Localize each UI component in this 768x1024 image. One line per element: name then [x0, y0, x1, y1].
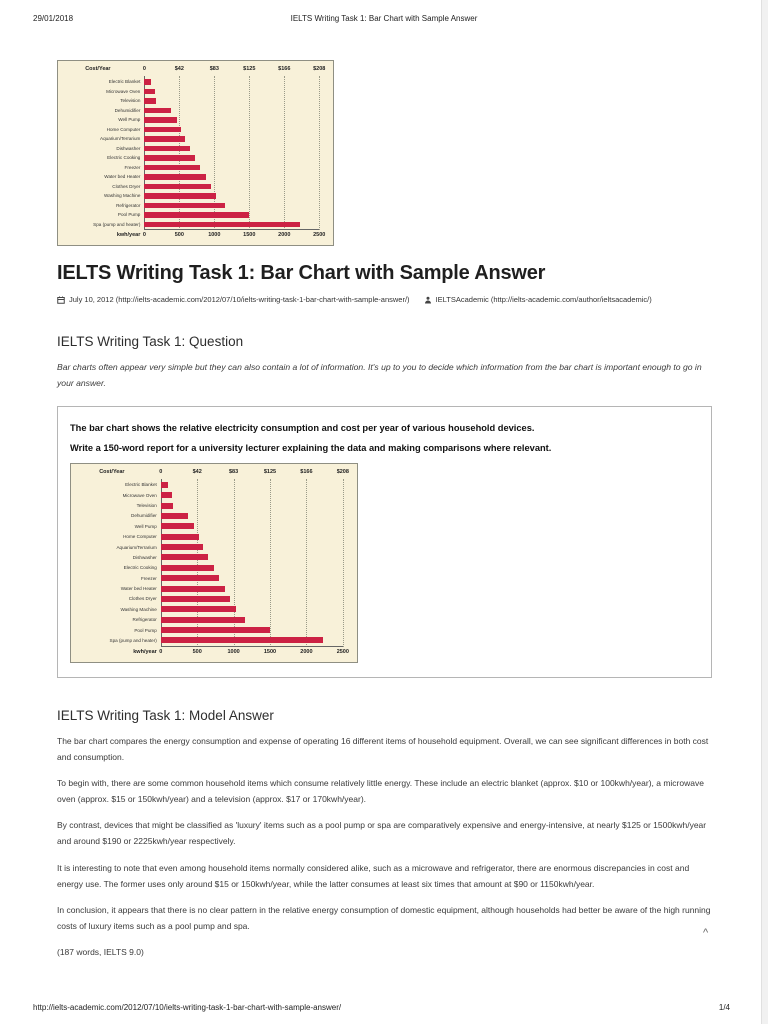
chart-row: [61, 125, 330, 135]
chart-bar-track: [144, 127, 319, 133]
chart-bar: [161, 523, 194, 529]
kwh-axis-tick: 2000: [300, 648, 313, 655]
chart-category-label: Refrigerator: [132, 617, 157, 623]
chart-bar-track: [144, 193, 319, 199]
model-paragraph: By contrast, devices that might be classified as 'luxury' items such as a pool pump or spa are comparatively expensive and energy-intensive, at nearly $125 or 1500kwh/year and around $190 or 2225kwh/year respectively.: [57, 820, 707, 847]
chart-category-label: Freezer: [140, 575, 157, 581]
chart-bar: [161, 596, 230, 602]
chart-row: [74, 563, 354, 573]
cost-axis-tick: $42: [192, 468, 202, 475]
chart-title: Cost/Year: [99, 468, 125, 475]
chart-x-axis-label: kwh/year: [133, 648, 157, 655]
chart-bar: [144, 212, 249, 218]
kwh-axis-tick: 1500: [243, 232, 256, 238]
page-content: [57, 60, 712, 970]
chart-row: [61, 172, 330, 182]
chart-row: [74, 532, 354, 542]
chart-bar: [144, 136, 185, 142]
author-icon: [424, 296, 432, 304]
chart-category-label: Washing Machine: [104, 193, 141, 199]
chart-row: [74, 604, 354, 614]
chart-category-label: Television: [120, 98, 141, 104]
chart-bar: [161, 575, 219, 581]
question-intro: Bar charts often appear very simple but they can also contain a lot of information. It's up to you to decide which information from the bar chart is important enough to go in your answer.: [57, 362, 702, 389]
energy-consumption-chart-in-question: [70, 463, 358, 663]
chart-category-label: Refrigerator: [116, 202, 141, 208]
chart-category-label: Aquarium/Terrarium: [116, 544, 157, 550]
chart-row: [61, 144, 330, 154]
chart-bar-track: [144, 98, 319, 104]
chart-bar: [144, 203, 224, 209]
cost-axis-tick: $125: [263, 468, 277, 475]
chart-row: [61, 106, 330, 116]
chart-bar-track: [144, 117, 319, 123]
chart-category-label: Spa (pump and heater): [109, 637, 157, 643]
kwh-axis-tick: 0: [159, 648, 163, 655]
chart-row: [74, 625, 354, 635]
chart-category-label: Electric Blanket: [108, 79, 141, 85]
cost-axis-tick: $166: [300, 468, 313, 475]
chart-bar-track: [161, 544, 343, 550]
chart-category-label: Pool Pump: [134, 627, 157, 633]
page-header-date: 29/01/2018: [33, 14, 74, 23]
chart-bar-track: [161, 565, 343, 571]
chart-row: [74, 490, 354, 500]
chart-row: [61, 182, 330, 192]
chart-category-label: Clothes Dryer: [128, 596, 157, 602]
chart-bar-track: [144, 136, 319, 142]
cost-axis-tick: $125: [243, 66, 256, 72]
kwh-axis-tick: 2500: [336, 648, 349, 655]
question-heading: IELTS Writing Task 1: Question: [57, 334, 244, 349]
chart-bar-track: [161, 637, 343, 643]
model-answer-heading: IELTS Writing Task 1: Model Answer: [57, 707, 274, 723]
chart-bar: [144, 174, 206, 180]
chart-bar-track: [161, 606, 343, 612]
chart-bar-track: [161, 575, 343, 581]
chart-category-label: Television: [136, 503, 157, 509]
chart-bar-track: [161, 482, 343, 488]
chart-bar: [161, 482, 168, 488]
chart-row: [74, 500, 354, 510]
chart-row: [61, 96, 330, 106]
chart-bar: [144, 117, 176, 123]
chart-row: [74, 594, 354, 604]
chart-title: Cost/Year: [85, 66, 111, 72]
chart-bar: [161, 492, 172, 498]
chart-category-label: Microwave Oven: [122, 492, 157, 498]
chart-category-label: Well Pump: [118, 117, 141, 123]
chart-bar-track: [144, 174, 319, 180]
model-answer: [57, 733, 712, 961]
chart-row: [74, 635, 354, 645]
chart-bar: [144, 108, 171, 114]
cost-axis-tick: $42: [174, 66, 184, 72]
scroll-up-caret[interactable]: ^: [703, 927, 709, 939]
chart-bar: [161, 586, 225, 592]
model-paragraph: To begin with, there are some common household items which consume relatively little energy. These include an electric blanket (approx. $10 or 100kwh/year), a microwave oven (approx. $15 or 150kwh/year) and a television (approx. $17 or 170kwh/year).: [57, 777, 704, 805]
chart-bar: [161, 627, 270, 633]
cost-axis-tick: $208: [313, 66, 326, 72]
chart-bar: [161, 544, 203, 550]
chart-category-label: Well Pump: [134, 523, 157, 529]
footer-url: http://ielts-academic.com/2012/07/10/ielts-writing-task-1-bar-chart-with-sample-answer/: [33, 1003, 342, 1012]
kwh-axis-tick: 2500: [313, 232, 326, 238]
chart-bar-track: [161, 534, 343, 540]
page-header-title: IELTS Writing Task 1: Bar Chart with Sample Answer: [290, 14, 478, 23]
chart-bar: [144, 155, 195, 161]
chart-category-label: Washing Machine: [120, 606, 157, 612]
chart-category-label: Home Computer: [123, 534, 157, 540]
chart-bar: [144, 222, 300, 228]
chart-bar: [144, 127, 180, 133]
chart-category-label: Home Computer: [106, 126, 141, 132]
kwh-axis-tick: 1500: [263, 648, 277, 655]
chart-bar-track: [144, 222, 319, 228]
chart-bar: [161, 513, 189, 519]
chart-row: [74, 615, 354, 625]
chart-bar: [144, 165, 200, 171]
cost-axis-tick: $208: [336, 468, 349, 475]
chart-bar-track: [144, 155, 319, 161]
chart-bar-track: [161, 523, 343, 529]
chart-bar-track: [144, 203, 319, 209]
chart-bar: [161, 534, 199, 540]
task-statement-line1: The bar chart shows the relative electricity consumption and cost per year of various household devices.: [70, 422, 535, 433]
chart-category-label: Freezer: [124, 164, 141, 170]
chart-category-label: Clothes Dryer: [112, 183, 141, 189]
chart-category-label: Electric Blanket: [125, 482, 157, 488]
chart-row: [61, 134, 330, 144]
chart-row: [74, 511, 354, 521]
cost-axis-tick: $83: [209, 66, 219, 72]
cost-axis-tick: $166: [278, 66, 291, 72]
chart-row: [61, 201, 330, 211]
chart-category-label: Electric Cooking: [123, 565, 157, 571]
chart-bar: [144, 193, 216, 199]
chart-category-label: Water bed Heater: [120, 586, 157, 592]
article-title: IELTS Writing Task 1: Bar Chart with Sample Answer: [57, 262, 546, 284]
chart-bar-track: [161, 586, 343, 592]
chart-category-label: Microwave Oven: [106, 88, 141, 94]
article-meta: [57, 295, 712, 304]
chart-bar-track: [144, 212, 319, 218]
kwh-axis-tick: 1000: [208, 232, 221, 238]
chart-x-axis-label: kwh/year: [116, 232, 141, 238]
chart-row: [74, 521, 354, 531]
chart-bar-track: [161, 596, 343, 602]
kwh-axis-tick: 2000: [278, 232, 291, 238]
chart-bar-track: [161, 617, 343, 623]
task-statement-line2: Write a 150-word report for a university lecturer explaining the data and making comparisons where relevant.: [70, 442, 552, 453]
chart-row: [74, 542, 354, 552]
post-date: July 10, 2012 (http://ielts-academic.com/2012/07/10/ielts-writing-task-1-bar-chart-with-sample-answer/): [69, 295, 410, 304]
chart-category-label: Aquarium/Terrarium: [100, 136, 141, 142]
chart-category-label: Pool Pump: [117, 212, 141, 218]
chart-row: [61, 77, 330, 87]
chart-category-label: Dishwasher: [116, 145, 141, 151]
chart-row: [61, 220, 330, 230]
chart-category-label: Spa (pump and heater): [93, 221, 141, 227]
energy-consumption-chart: [57, 60, 334, 246]
cost-axis-tick: $83: [229, 468, 239, 475]
chart-bar-track: [144, 146, 319, 152]
chart-bar: [161, 617, 245, 623]
chart-bar: [161, 565, 214, 571]
cost-axis-tick: 0: [159, 468, 163, 475]
chart-row: [74, 573, 354, 583]
question-box: [57, 406, 712, 678]
scrollbar[interactable]: [761, 0, 768, 1024]
chart-bar: [144, 89, 154, 95]
chart-bar: [161, 503, 173, 509]
chart-row: [61, 153, 330, 163]
model-paragraph: In conclusion, it appears that there is no clear pattern in the relative energy consumption of domestic equipment, although households had better be aware of the high running costs of luxury items such as a pool pump and spa.: [57, 904, 711, 931]
chart-bar-track: [161, 627, 343, 633]
chart-bar-track: [144, 89, 319, 95]
chart-bar-track: [144, 79, 319, 85]
chart-bar-track: [161, 513, 343, 519]
kwh-axis-tick: 0: [142, 232, 146, 238]
calendar-icon: [57, 296, 65, 304]
model-paragraph: It is interesting to note that even among household items normally considered alike, such as a microwave and refrigerator, there are enormous discrepancies in cost and energy use. The former uses only around $15 or 150kwh/year, while the latter consumes at least six times that amount at $90 or 1150kwh/year.: [57, 862, 690, 889]
chart-bar: [161, 554, 208, 560]
chart-category-label: Dehumidifier: [131, 513, 157, 519]
chart-bar: [144, 146, 189, 152]
chart-row: [61, 191, 330, 201]
chart-row: [61, 163, 330, 173]
chart-bar-track: [144, 184, 319, 190]
kwh-axis-tick: 500: [174, 232, 184, 238]
chart-bar-track: [161, 503, 343, 509]
chart-row: [74, 583, 354, 593]
author-name: IELTSAcademic (http://ielts-academic.com/author/ieltsacademic/): [435, 295, 652, 304]
chart-row: [74, 552, 354, 562]
chart-bar: [144, 184, 210, 190]
chart-category-label: Dishwasher: [132, 554, 157, 560]
model-paragraph: The bar chart compares the energy consumption and expense of operating 16 different items of household equipment. Overall, we can see significant differences in both cost and consumption.: [57, 735, 709, 762]
chart-category-label: Electric Cooking: [107, 155, 141, 161]
word-count-note: (187 words, IELTS 9.0): [57, 947, 144, 958]
chart-bar: [161, 637, 323, 643]
chart-category-label: Dehumidifier: [114, 107, 141, 113]
chart-category-label: Water bed Heater: [104, 174, 141, 180]
footer-page-number: 1/4: [718, 1003, 730, 1012]
chart-bar-track: [161, 492, 343, 498]
chart-row: [61, 115, 330, 125]
chart-bar-track: [144, 165, 319, 171]
chart-row: [61, 210, 330, 220]
chart-bar: [144, 98, 156, 104]
chart-bar: [144, 79, 151, 85]
chart-row: [74, 480, 354, 490]
chart-bar: [161, 606, 236, 612]
chart-bar-track: [161, 554, 343, 560]
cost-axis-tick: 0: [142, 66, 146, 72]
chart-row: [61, 87, 330, 97]
kwh-axis-tick: 500: [192, 648, 202, 655]
chart-bar-track: [144, 108, 319, 114]
kwh-axis-tick: 1000: [227, 648, 240, 655]
